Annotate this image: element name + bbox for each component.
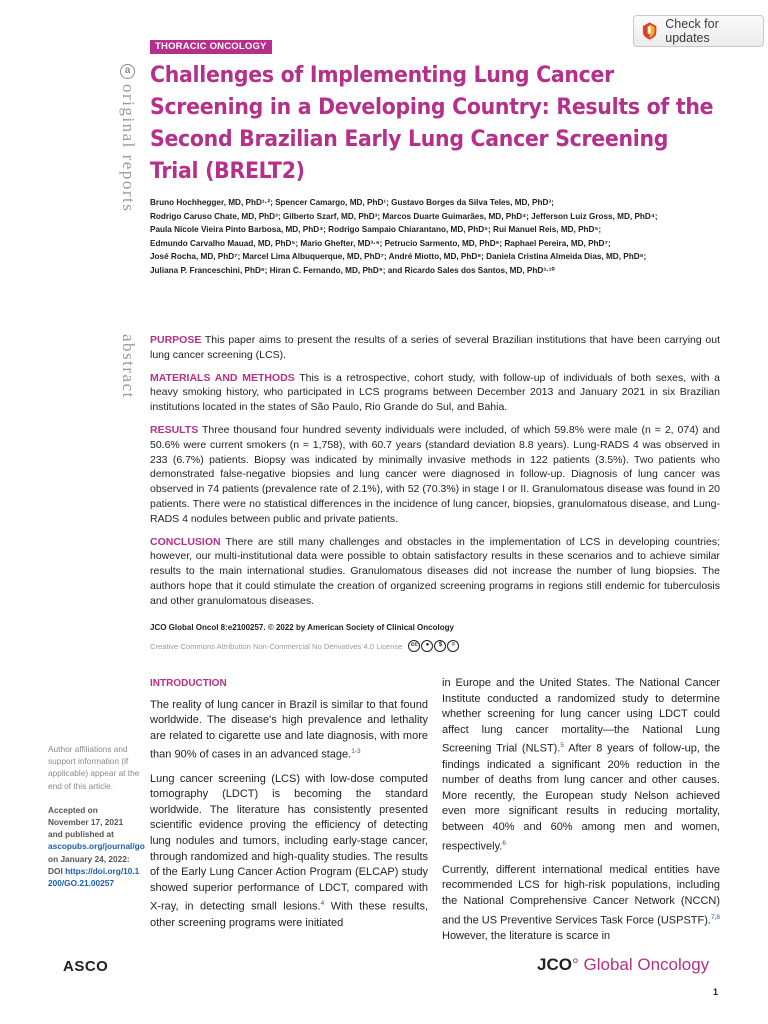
body-column-left — [150, 676, 428, 939]
author-line: Juliana P. Franceschini, PhD⁶; Hiran C. Fernando, MD, PhD⁹; and Ricardo Sales dos Santos, MD, PhD³·¹⁰ — [150, 265, 555, 275]
license-line — [150, 640, 460, 652]
results-heading: RESULTS — [150, 423, 199, 436]
author-line: Rodrigo Caruso Chate, MD, PhD³; Gilberto Szarf, MD, PhD³; Marcos Duarte Guimarães, MD, PhD⁴; Jefferson Luiz Gross, MD, PhD⁴; — [150, 211, 658, 221]
purpose-text: This paper aims to present the results of a series of several Brazilian institutions that have been carrying out lung cancer screening (LCS). — [150, 334, 720, 361]
asco-logo: ASCO — [63, 958, 109, 975]
accepted-note — [48, 804, 145, 889]
reference-link[interactable]: 5 — [560, 742, 565, 750]
abstract-purpose — [150, 333, 720, 363]
license-text[interactable]: Creative Commons Attribution Non-Commercial No Derivatives 4.0 License — [150, 641, 403, 651]
paragraph-text: With these results, other screening programs were initiated — [150, 901, 428, 929]
reference-link[interactable]: 6 — [502, 839, 506, 847]
purpose-heading: PURPOSE — [150, 334, 202, 346]
doi-link[interactable]: https://doi.org/10.1200/GO.21.00257 — [48, 865, 140, 889]
nc-icon: $ — [434, 640, 446, 652]
jco-logo-rest: ° Global Oncology — [571, 955, 710, 974]
body-column-right — [442, 676, 720, 952]
article-sidebar — [48, 743, 145, 889]
paragraph-text: However, the literature is scarce in — [442, 929, 611, 942]
jco-global-oncology-logo — [537, 955, 709, 975]
reference-link[interactable]: 4 — [320, 900, 325, 908]
journal-link[interactable]: ascopubs.org/journal/go — [48, 841, 145, 852]
open-access-icon: a — [120, 64, 135, 79]
section-tag: THORACIC ONCOLOGY — [150, 40, 272, 54]
page-number: 1 — [713, 987, 719, 997]
author-line: Paula Nicole Vieira Pinto Barbosa, MD, PhD⁴; Rodrigo Sampaio Chiarantano, MD, PhD⁵; Rui Manuel Reis, MD, PhD⁵; — [150, 225, 602, 234]
paragraph-text: in Europe and the United States. The National Cancer Institute conducted a randomized study to determine whether screening for lung cancer using LDCT could affect lung cancer mortality—the National Lung Screening Trial (NLST). — [442, 677, 720, 756]
paragraph-text: The reality of lung cancer in Brazil is similar to that found worldwide. The disease's high prevalence and lethality are related to cigarette use and late diagnosis, with more than 90% of cases in an advanced stage. — [150, 698, 428, 762]
methods-heading: MATERIALS AND METHODS — [150, 371, 295, 384]
body-paragraph — [442, 863, 720, 945]
conclusion-heading: CONCLUSION — [150, 535, 221, 548]
creative-commons-icons[interactable] — [408, 640, 460, 652]
paragraph-text: Lung cancer screening (LCS) with low-dose computed tomography (LDCT) is becoming the standard worldwide. The literature has consistently presented scientific evidence proving the efficiency of detecting lung nodules and tumors, including early-stage cancer, through randomized and high-quality studies. The results of the Early Lung Cancer Action Program (ELCAP) study showed superior performance of LDCT, compared with X-ray, in detecting small lesions. — [150, 772, 428, 914]
author-line: Bruno Hochhegger, MD, PhD¹·²; Spencer Camargo, MD, PhD¹; Gustavo Borges da Silva Teles, MD, PhD³; — [150, 198, 554, 207]
jco-logo-bold: JCO — [537, 955, 572, 974]
cc-icon: cc — [408, 640, 420, 652]
abstract-methods — [150, 371, 720, 415]
abstract-side-label: abstract — [119, 334, 138, 399]
article-title — [150, 60, 714, 188]
check-for-updates-label: Check for updates — [665, 17, 719, 45]
introduction-heading: INTRODUCTION — [150, 678, 227, 689]
title-line: Trial (BRELT2) — [150, 159, 305, 184]
check-for-updates-button[interactable] — [633, 15, 764, 47]
abstract-results — [150, 423, 720, 527]
author-list — [150, 196, 730, 277]
reference-link[interactable]: 1-3 — [351, 748, 361, 756]
title-line: Screening in a Developing Country: Results of the — [150, 95, 714, 120]
body-paragraph — [150, 772, 428, 932]
citation-line: JCO Global Oncol 8:e2100257. © 2022 by American Society of Clinical Oncology — [150, 623, 454, 632]
results-text: Three thousand four hundred seventy individuals were included, of which 59.8% were male (n = 2, 074) and 50.6% were current smokers (n = 1,758), with 60.7 years (standard deviation 8.8 years). Lung-RADS 4 was observed in 233 (6.7%) patients. Biopsy was indicated by minimally invasive methods in 122 patients (3.5%). Two patients who demonstrated false-negative biopsies and lung cancer were diagnosed in follow-up. Diagnosis of lung cancer was observed in 74 patients (prevalence rate of 2.1%), with 52 (70.3%) in stage I or II. Granulomatous disease was found in 20 patients. There were no statistical differences in the incidence of lung cancer, biopsies, granulomatous disease, and Lung-RADS 4 nodules between public and private patients. — [150, 423, 720, 525]
body-paragraph — [150, 698, 428, 764]
author-line: Edmundo Carvalho Mauad, MD, PhD⁵; Mario Ghefter, MD³·⁶; Petrucio Sarmento, MD, PhD⁶; Raphael Pereira, MD, PhD⁷; — [150, 238, 611, 248]
section-side-label: original reports — [119, 84, 138, 213]
paragraph-text: After 8 years of follow-up, the findings indicated a significant 20% reduction in the number of deaths from lung cancer and other causes. More recently, the European study Nelson achieved even more significant results in reducing mortality, between 40% and 60% among men and women, respectively. — [442, 743, 720, 853]
accepted-prefix: Accepted on November 17, 2021 and published at — [48, 804, 124, 840]
accepted-date: on January 24, 2022: DOI — [48, 853, 130, 876]
methods-text: This is a retrospective, cohort study, with follow-up of individuals of both sexes, with a heavy smoking history, who participated in LCS programs between December 2013 and January 2021 in six Brazilian institutions located in the states of São Paulo, Rio Grande do Sul, and Bahia. — [150, 371, 720, 414]
title-line: Second Brazilian Early Lung Cancer Screening — [150, 127, 669, 152]
affiliations-note: Author affiliations and support information (if applicable) appear at the end of this article. — [48, 744, 140, 791]
author-line: José Rocha, MD, PhD⁷; Marcel Lima Albuquerque, MD, PhD⁷; André Miotto, MD, PhD⁸; Daniela Cristina Almeida Dias, MD, PhD⁸; — [150, 252, 647, 261]
title-line: Challenges of Implementing Lung Cancer — [150, 63, 614, 88]
crossmark-icon — [640, 21, 659, 41]
body-paragraph — [442, 676, 720, 855]
reference-link[interactable]: 7,8 — [710, 913, 720, 921]
conclusion-text: There are still many challenges and obstacles in the implementation of LCS in developing countries; however, our multi-institutional data were possible to obtain satisfactory results in these scenarios and to achieve similar results to the main international studies. Granulomatous diseases did not increase the number of lung biopsies. The authors hope that it could stimulate the creation of organized screening programs in regions still endemic for tuberculosis and other granulomatous diseases. — [150, 535, 720, 607]
abstract-conclusion — [150, 535, 720, 609]
nd-icon: = — [447, 640, 459, 652]
paragraph-text: Currently, different international medical entities have recommended LCS for high-risk populations, including the National Comprehensive Cancer Network (NCCN) and the US Preventive Services Task Force (USPSTF). — [442, 863, 720, 927]
by-icon: ● — [421, 640, 433, 652]
abstract — [150, 333, 720, 617]
